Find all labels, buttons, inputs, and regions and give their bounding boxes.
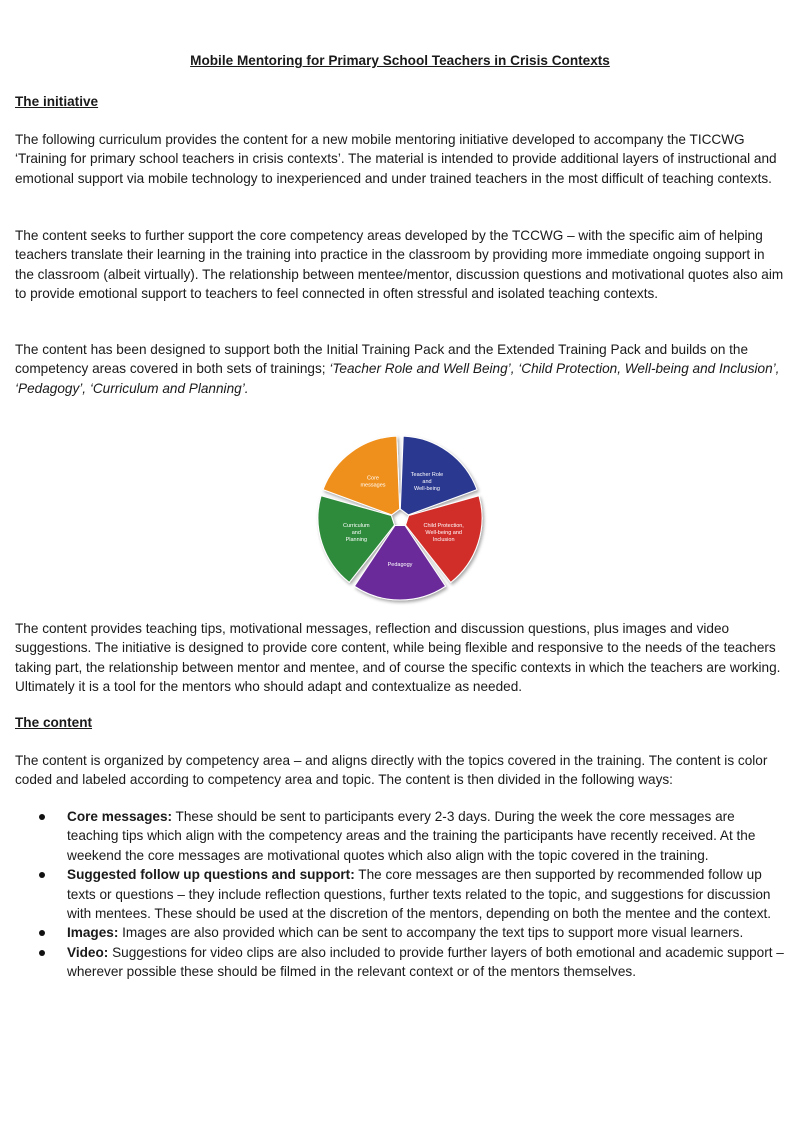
paragraph-content-overview: The content provides teaching tips, motivational messages, reflection and discussion questions, plus images and video suggestions. The initiative is designed to provide core content, while being flexible and responsive to the needs of the teachers taking part, the relationship between mentor and mentee, and of course the specific contexts in which the teachers are working. Ultimately it is a tool for the mentors who should adapt and contextualize as needed. — [15, 621, 781, 694]
list-item-text: These should be sent to participants every 2-3 days. During the week the core messages are teaching tips which align with the competency areas and the training the participants have recently received. At the weekend the core messages are motivational quotes which also align with the topic covered in the training. — [67, 809, 756, 863]
list-item-core-messages — [36, 807, 786, 865]
wheel-segment-label: and — [351, 530, 361, 537]
bullet-icon — [39, 950, 45, 956]
wheel-segment-label: Planning — [345, 537, 368, 544]
competency-topics: ‘Teacher Role and Well Being’, ‘Child Protection, Well-being and Inclusion’, ‘Pedagogy’, ‘Curriculum and Planning’. — [15, 361, 780, 396]
content-type-list — [36, 807, 786, 982]
bullet-icon — [39, 930, 45, 936]
bullet-icon — [39, 872, 45, 878]
wheel-segment-label: messages — [360, 482, 386, 489]
list-item-label: Video: — [67, 944, 109, 960]
list-item-images — [36, 923, 786, 942]
wheel-segment-label: Curriculum — [343, 523, 370, 530]
list-item-label: Core messages: — [67, 809, 173, 824]
wheel-segment-label: Core — [367, 475, 379, 482]
paragraph-organization: The content is organized by competency area – and aligns directly with the topics covered in the training. The content is color coded and labeled according to competency area and topic. The content is then divided in the following ways: — [15, 753, 768, 788]
wheel-segment-label: Child Protection, — [423, 523, 464, 530]
section-heading-content: The content — [15, 715, 93, 730]
wheel-segment-label: Teacher Role — [410, 471, 444, 478]
wheel-segment-label: and — [422, 478, 432, 485]
paragraph-competency: The content seeks to further support the core competency areas developed by the TCCWG – with the specific aim of helping teachers translate their learning in the training into practice in the classroom by providing more immediate ongoing support in the classroom (albeit virtually). The relationship between mentee/mentor, discussion questions and motivational quotes also aim to provide emotional support to teachers to feel connected in often stressful and isolated teaching contexts. — [15, 228, 784, 301]
list-item-text: The core messages are then supported by recommended follow up texts or questions – they include reflection questions, further texts related to the topic, and suggestions for discussion with mentees. These should be used at the discretion of the mentors, depending on both the mentee and the context. — [67, 867, 772, 922]
wheel-segment-label: Inclusion — [432, 537, 455, 544]
list-item-label: Suggested follow up questions and support: — [67, 867, 355, 883]
document-title: Mobile Mentoring for Primary School Teachers in Crisis Contexts — [190, 53, 610, 68]
wheel-segment-label: Well-being — [414, 485, 440, 492]
bullet-icon — [39, 814, 45, 820]
paragraph-training-packs — [15, 340, 787, 398]
list-item-follow-up — [36, 865, 786, 923]
list-item-label: Images: — [67, 925, 119, 941]
competency-wheel-diagram — [300, 418, 500, 618]
wheel-segment-label: Pedagogy — [387, 561, 413, 568]
list-item-text: Suggestions for video clips are also included to provide further layers of both emotional and academic support – wherever possible these should be filmed in the relevant context or of the mentors themselves. — [67, 944, 784, 980]
wheel-segment-label: Well-being and — [425, 530, 462, 537]
list-item-video — [36, 943, 786, 982]
list-item-text: Images are also provided which can be sent to accompany the text tips to support more visual learners. — [118, 925, 744, 941]
section-heading-initiative: The initiative — [15, 94, 99, 109]
paragraph-intro: The following curriculum provides the content for a new mobile mentoring initiative developed to accompany the TICCWG ‘Training for primary school teachers in crisis contexts’. The material is intended to provide additional layers of instructional and emotional support via mobile technology to inexperienced and under trained teachers in the most difficult of teaching contexts. — [15, 132, 777, 186]
paragraph-training-packs-lead: The content has been designed to support both the Initial Training Pack and the Extended Training Pack and builds on the competency areas covered in both sets of trainings; — [15, 342, 749, 377]
